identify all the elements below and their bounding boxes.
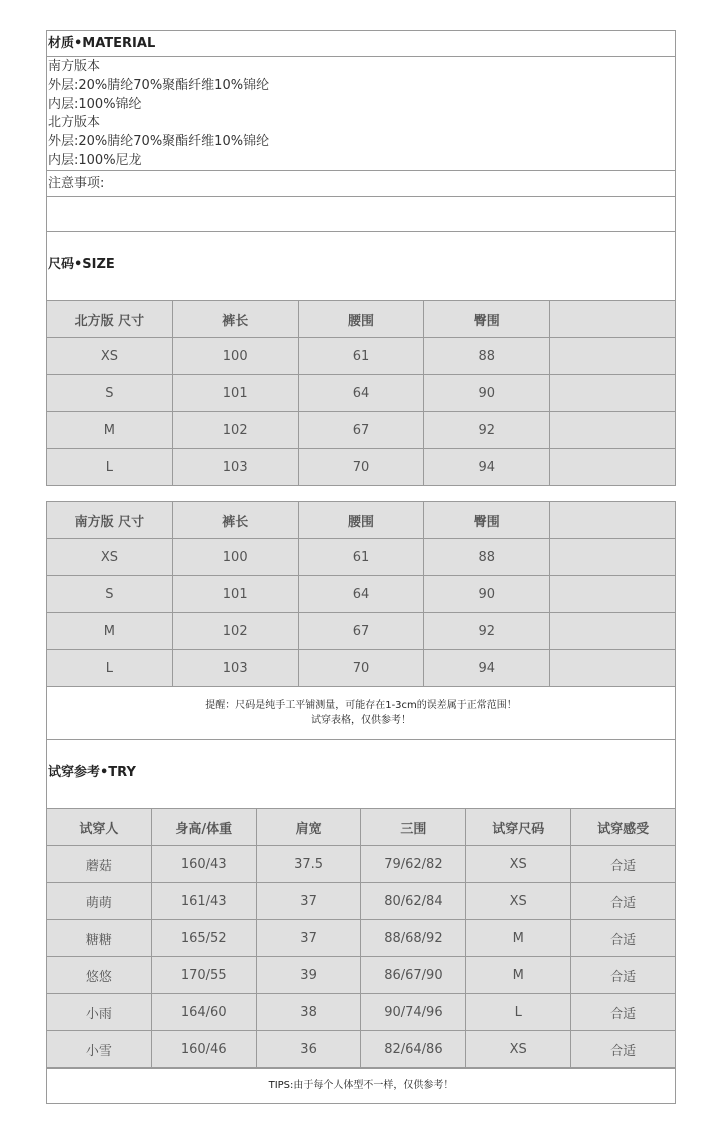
table-cell: 170/55 bbox=[151, 957, 256, 994]
table-cell: 39 bbox=[256, 957, 361, 994]
table-header bbox=[550, 301, 676, 338]
table-cell: 37 bbox=[256, 883, 361, 920]
table-cell: XS bbox=[466, 1031, 571, 1068]
table-cell: 79/62/82 bbox=[361, 846, 466, 883]
table-row bbox=[47, 957, 676, 994]
material-line: 北方版本 bbox=[48, 115, 101, 130]
table-row bbox=[47, 613, 676, 650]
try-table bbox=[46, 808, 676, 1068]
table-cell: 82/64/86 bbox=[361, 1031, 466, 1068]
table-cell: 160/43 bbox=[151, 846, 256, 883]
table-cell: 合适 bbox=[571, 846, 676, 883]
table-cell: 94 bbox=[424, 650, 550, 687]
table-header: 腰围 bbox=[298, 301, 424, 338]
divider bbox=[47, 170, 675, 171]
table-cell: 86/67/90 bbox=[361, 957, 466, 994]
size-note bbox=[46, 686, 676, 740]
size-note-line: 试穿表格，仅供参考！ bbox=[311, 715, 411, 726]
table-cell: 88/68/92 bbox=[361, 920, 466, 957]
table-cell: M bbox=[47, 613, 173, 650]
table-cell bbox=[550, 613, 676, 650]
table-cell: XS bbox=[47, 539, 173, 576]
table-row bbox=[47, 846, 676, 883]
table-cell: L bbox=[466, 994, 571, 1031]
try-heading: 试穿参考•TRY bbox=[48, 765, 136, 780]
table-cell: 80/62/84 bbox=[361, 883, 466, 920]
table-cell bbox=[550, 576, 676, 613]
table-header: 身高/体重 bbox=[151, 809, 256, 846]
table-cell: 165/52 bbox=[151, 920, 256, 957]
table-cell: 70 bbox=[298, 449, 424, 486]
table-cell bbox=[550, 449, 676, 486]
table-row bbox=[47, 1031, 676, 1068]
table-cell: 38 bbox=[256, 994, 361, 1031]
table-cell: 64 bbox=[298, 576, 424, 613]
table-cell: 90 bbox=[424, 576, 550, 613]
table-cell: 蘑菇 bbox=[47, 846, 152, 883]
table-cell: XS bbox=[466, 883, 571, 920]
material-line: 内层:100%尼龙 bbox=[48, 153, 142, 168]
table-header: 南方版 尺寸 bbox=[47, 502, 173, 539]
table-cell: 90 bbox=[424, 375, 550, 412]
try-heading-box bbox=[46, 739, 676, 809]
table-cell: 100 bbox=[172, 338, 298, 375]
table-cell: 160/46 bbox=[151, 1031, 256, 1068]
table-cell: 小雪 bbox=[47, 1031, 152, 1068]
notice-label: 注意事项: bbox=[48, 176, 105, 191]
table-cell: 61 bbox=[298, 539, 424, 576]
material-section bbox=[46, 30, 676, 232]
size-note-line: 提醒：尺码是纯手工平铺测量，可能存在1-3cm的误差属于正常范围！ bbox=[205, 700, 517, 711]
table-cell: 100 bbox=[172, 539, 298, 576]
table-cell: S bbox=[47, 375, 173, 412]
tips-note bbox=[46, 1068, 676, 1104]
table-header: 裤长 bbox=[172, 301, 298, 338]
material-heading: 材质•MATERIAL bbox=[48, 36, 156, 51]
table-cell: M bbox=[466, 957, 571, 994]
size-heading-box bbox=[46, 231, 676, 301]
table-cell bbox=[550, 375, 676, 412]
material-line: 外层:20%腈纶70%聚酯纤维10%锦纶 bbox=[48, 134, 270, 149]
divider bbox=[47, 196, 675, 197]
table-header: 试穿感受 bbox=[571, 809, 676, 846]
tips-text: TIPS:由于每个人体型不一样，仅供参考！ bbox=[268, 1080, 454, 1091]
table-cell: 88 bbox=[424, 539, 550, 576]
table-cell: 94 bbox=[424, 449, 550, 486]
table-cell: 67 bbox=[298, 412, 424, 449]
material-line: 南方版本 bbox=[48, 59, 101, 74]
table-row bbox=[47, 449, 676, 486]
table-cell: 101 bbox=[172, 576, 298, 613]
table-row bbox=[47, 920, 676, 957]
table-cell: 67 bbox=[298, 613, 424, 650]
table-row bbox=[47, 412, 676, 449]
table-cell: M bbox=[47, 412, 173, 449]
table-header: 肩宽 bbox=[256, 809, 361, 846]
table-header: 臀围 bbox=[424, 301, 550, 338]
table-row bbox=[47, 994, 676, 1031]
table-cell: L bbox=[47, 650, 173, 687]
table-row bbox=[47, 375, 676, 412]
table-cell: M bbox=[466, 920, 571, 957]
table-cell: 37.5 bbox=[256, 846, 361, 883]
table-row bbox=[47, 338, 676, 375]
table-cell: 102 bbox=[172, 412, 298, 449]
table-cell: 164/60 bbox=[151, 994, 256, 1031]
table-cell: XS bbox=[466, 846, 571, 883]
table-row bbox=[47, 883, 676, 920]
table-cell: 36 bbox=[256, 1031, 361, 1068]
table-cell bbox=[550, 412, 676, 449]
table-cell bbox=[550, 650, 676, 687]
table-cell: 102 bbox=[172, 613, 298, 650]
table-header: 三围 bbox=[361, 809, 466, 846]
table-row bbox=[47, 539, 676, 576]
table-header-row bbox=[47, 809, 676, 846]
table-cell: 小雨 bbox=[47, 994, 152, 1031]
table-cell: 61 bbox=[298, 338, 424, 375]
table-cell: 37 bbox=[256, 920, 361, 957]
table-header: 裤长 bbox=[172, 502, 298, 539]
table-cell: 70 bbox=[298, 650, 424, 687]
table-cell: 合适 bbox=[571, 994, 676, 1031]
table-header: 试穿人 bbox=[47, 809, 152, 846]
north-size-table bbox=[46, 300, 676, 486]
table-cell: 悠悠 bbox=[47, 957, 152, 994]
material-line: 内层:100%锦纶 bbox=[48, 97, 142, 112]
table-cell: 糖糖 bbox=[47, 920, 152, 957]
table-cell: 合适 bbox=[571, 1031, 676, 1068]
table-cell: 161/43 bbox=[151, 883, 256, 920]
table-cell: S bbox=[47, 576, 173, 613]
table-cell: 合适 bbox=[571, 920, 676, 957]
table-cell bbox=[550, 338, 676, 375]
table-header-row bbox=[47, 502, 676, 539]
table-row bbox=[47, 650, 676, 687]
size-heading: 尺码•SIZE bbox=[48, 257, 115, 272]
table-cell: 萌萌 bbox=[47, 883, 152, 920]
table-cell: 合适 bbox=[571, 883, 676, 920]
divider bbox=[47, 56, 675, 57]
table-cell: 103 bbox=[172, 449, 298, 486]
table-cell: 88 bbox=[424, 338, 550, 375]
table-header: 腰围 bbox=[298, 502, 424, 539]
table-header bbox=[550, 502, 676, 539]
table-cell: L bbox=[47, 449, 173, 486]
table-cell: 103 bbox=[172, 650, 298, 687]
table-cell: 合适 bbox=[571, 957, 676, 994]
table-cell bbox=[550, 539, 676, 576]
material-line: 外层:20%腈纶70%聚酯纤维10%锦纶 bbox=[48, 78, 270, 93]
table-row bbox=[47, 576, 676, 613]
table-cell: 92 bbox=[424, 613, 550, 650]
table-header: 试穿尺码 bbox=[466, 809, 571, 846]
table-cell: XS bbox=[47, 338, 173, 375]
table-cell: 90/74/96 bbox=[361, 994, 466, 1031]
south-size-table bbox=[46, 501, 676, 687]
table-cell: 101 bbox=[172, 375, 298, 412]
table-header: 臀围 bbox=[424, 502, 550, 539]
table-cell: 92 bbox=[424, 412, 550, 449]
table-header-row bbox=[47, 301, 676, 338]
table-header: 北方版 尺寸 bbox=[47, 301, 173, 338]
table-cell: 64 bbox=[298, 375, 424, 412]
